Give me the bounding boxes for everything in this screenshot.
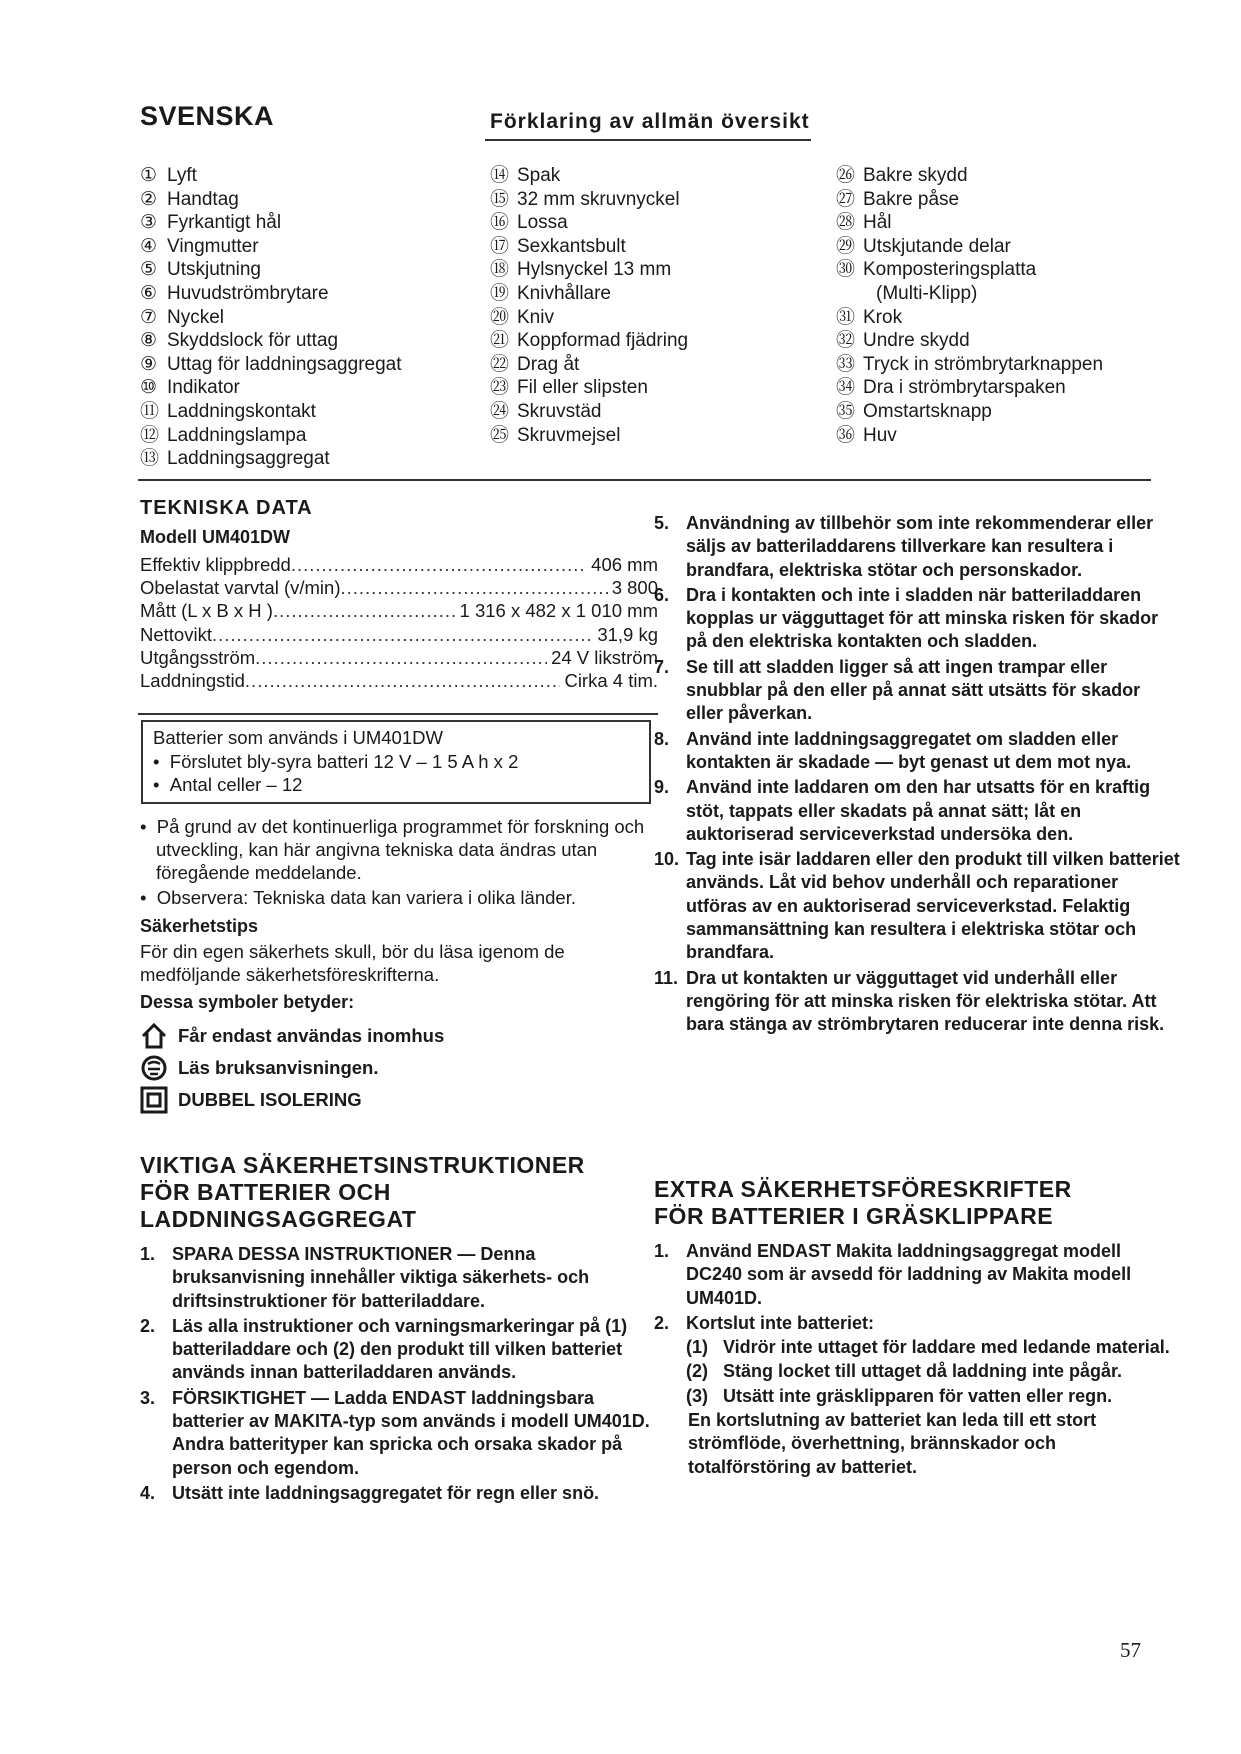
- spec-value: 3 800: [611, 577, 658, 599]
- part-label: Spak: [517, 165, 561, 186]
- safety-tips-heading: Säkerhetstips: [140, 916, 259, 936]
- part-label: Skruvstäd: [517, 400, 602, 422]
- part-item: [140, 258, 402, 282]
- spec-table: [140, 553, 658, 692]
- part-number: ⑮: [490, 188, 510, 210]
- spec-value: 1 316 x 482 x 1 010 mm: [459, 600, 658, 622]
- part-number: ㉖: [836, 165, 856, 186]
- safety-item: [654, 656, 1180, 726]
- part-item: [836, 376, 1103, 400]
- part-item: [490, 258, 688, 282]
- important-list-left: [140, 1243, 662, 1505]
- extra-heading: EXTRA SÄKERHETSFÖRESKRIFTER FÖR BATTERIER I GRÄSKLIPPARE: [654, 1176, 1072, 1229]
- part-item: [490, 306, 688, 330]
- extra-subitem: [686, 1360, 1180, 1383]
- tech-data-heading: TEKNISKA DATA: [140, 497, 313, 519]
- part-number: ㉑: [490, 330, 510, 352]
- part-item: [836, 164, 1103, 188]
- symbols-list: [140, 1020, 444, 1116]
- parts-column-1: [140, 164, 402, 471]
- part-item: [140, 306, 402, 330]
- safety-item: [654, 512, 1180, 582]
- part-item: [490, 424, 688, 448]
- safety-item: [140, 1387, 662, 1480]
- part-label: Utskjutande delar: [863, 235, 1011, 257]
- subitem-text: Stäng locket till uttaget då laddning inte pågår.: [723, 1361, 1123, 1382]
- part-item: [836, 235, 1103, 259]
- part-label: Dra i strömbrytarspaken: [863, 377, 1066, 399]
- spec-row: [140, 599, 658, 622]
- section-divider: [138, 479, 1151, 481]
- part-item: [140, 447, 402, 471]
- part-number: ⑤: [140, 259, 158, 281]
- item-number: 4.: [140, 1482, 156, 1503]
- spec-leader: [245, 669, 561, 692]
- spec-label: Nettovikt: [140, 623, 212, 645]
- part-number: ㉒: [490, 353, 510, 375]
- part-item: [836, 282, 1103, 306]
- note-2: • Observera: Tekniska data kan variera i olika länder.: [140, 887, 576, 908]
- spec-value: 24 V likström: [551, 646, 658, 668]
- spec-label: Laddningstid: [140, 670, 245, 692]
- page-number: 57: [1120, 1638, 1141, 1662]
- part-label: Kniv: [517, 306, 554, 328]
- spec-row: [140, 623, 658, 646]
- symbol-row-manual: Läs bruksanvisningen.: [140, 1052, 444, 1084]
- symbol-row-insulation: DUBBEL ISOLERING: [140, 1084, 444, 1116]
- part-item: [490, 400, 688, 424]
- part-label: Hylsnyckel 13 mm: [517, 259, 672, 281]
- item-text: Använd inte laddaren om den har utsatts för en kraftig stöt, tappats eller skadats på annat sätt; låt en auktoriserad serviceverkstad undersöka den.: [686, 777, 1151, 844]
- part-item: [490, 188, 688, 212]
- part-label: Komposteringsplatta: [863, 259, 1037, 281]
- important-list-right: [654, 512, 1180, 1037]
- read-manual-icon: [140, 1054, 168, 1082]
- part-number: ㊱: [836, 424, 856, 446]
- part-item: [490, 329, 688, 353]
- part-label: Omstartsknapp: [863, 400, 992, 422]
- extra-list: [654, 1240, 1180, 1479]
- part-label: Drag åt: [517, 353, 580, 375]
- part-number: ㉛: [836, 306, 856, 328]
- part-number: ㉗: [836, 188, 856, 210]
- battery-item-1: • Förslutet bly-syra batteri 12 V – 1 5 A h x 2: [153, 750, 519, 772]
- part-number: ④: [140, 235, 158, 257]
- extra-closing: En kortslutning av batteriet kan leda till ett stort strömflöde, överhettning, brännskador och totalförstöring av batteriet.: [688, 1410, 1097, 1477]
- safety-item: [140, 1243, 662, 1313]
- part-number: ㉝: [836, 353, 856, 375]
- part-label: Hål: [863, 212, 892, 234]
- part-item: [140, 329, 402, 353]
- part-label: Knivhållare: [517, 282, 611, 304]
- part-number: ㉟: [836, 400, 856, 422]
- part-number: ㉘: [836, 212, 856, 234]
- part-label: Skruvmejsel: [517, 424, 621, 446]
- part-label: (Multi-Klipp): [876, 282, 978, 304]
- item-text: Läs alla instruktioner och varningsmarkeringar på (1) batteriladdare och (2) den produkt till vilken batteriet används innan batteriladdaren används.: [172, 1315, 628, 1383]
- part-label: Laddningslampa: [167, 424, 307, 446]
- item-text: FÖRSIKTIGHET — Ladda ENDAST laddningsbara batterier av MAKITA-typ som används i modell UM401D. Andra batterityper kan spricka och orsaka skador på person och egendom.: [172, 1387, 650, 1478]
- subitem-text: Utsätt inte gräsklipparen för vatten eller regn.: [723, 1385, 1113, 1406]
- part-label: Utskjutning: [167, 259, 261, 281]
- part-label: Huvudströmbrytare: [167, 282, 329, 304]
- part-item: [836, 353, 1103, 377]
- spec-label: Utgångsström: [140, 646, 256, 668]
- part-label: Laddningskontakt: [167, 400, 316, 422]
- item-text: Se till att sladden ligger så att ingen trampar eller snubblar på den eller på annat sätt utsätts för skador eller påverkan.: [686, 656, 1141, 724]
- part-label: Fyrkantigt hål: [167, 212, 282, 234]
- part-number: ⑲: [490, 282, 510, 304]
- spec-value: Cirka 4 tim.: [564, 670, 658, 692]
- part-item: [836, 400, 1103, 424]
- item-text: Dra i kontakten och inte i sladden när batteriladdaren kopplas ur vägguttaget för att minska risken för skador på den elektriska kontakten och sladden.: [686, 584, 1159, 652]
- subitem-text: Vidrör inte uttaget för laddare med ledande material.: [723, 1337, 1170, 1358]
- part-label: Bakre skydd: [863, 165, 968, 186]
- item-text: Använd inte laddningsaggregatet om sladden eller kontakten är skadade — byt genast ut dem mot nya.: [686, 728, 1132, 772]
- spec-label: Obelastat varvtal (v/min): [140, 577, 341, 599]
- part-label: 32 mm skruvnyckel: [517, 188, 680, 210]
- part-number: ⑫: [140, 424, 160, 446]
- part-label: Handtag: [167, 188, 239, 210]
- part-item: [490, 164, 688, 188]
- item-number: 5.: [654, 513, 670, 533]
- spec-label: Mått (L x B x H ): [140, 600, 273, 622]
- safety-item: [140, 1482, 662, 1505]
- part-label: Tryck in strömbrytarknappen: [863, 353, 1104, 375]
- spec-row: [140, 576, 658, 599]
- important-heading: VIKTIGA SÄKERHETSINSTRUKTIONER FÖR BATTERIER OCH LADDNINGSAGGREGAT: [140, 1152, 585, 1232]
- part-label: Undre skydd: [863, 330, 970, 352]
- spec-row: [140, 553, 658, 576]
- part-label: Laddningsaggregat: [167, 448, 330, 470]
- spec-leader: [212, 623, 593, 646]
- part-number: ⑭: [490, 165, 510, 186]
- part-label: Bakre påse: [863, 188, 960, 210]
- part-number: ⑨: [140, 353, 158, 375]
- item-text: Dra ut kontakten ur vägguttaget vid underhåll eller rengöring för att minska risken för elektriska stötar. Att bara stänga av strömbrytaren reducerar inte denna risk.: [686, 967, 1165, 1035]
- part-item: [140, 353, 402, 377]
- part-label: Krok: [863, 306, 903, 328]
- part-number: ⑰: [490, 235, 510, 257]
- part-label: Sexkantsbult: [517, 235, 626, 257]
- parts-column-2: [490, 164, 688, 447]
- safety-item: [654, 848, 1180, 964]
- part-item: [836, 258, 1103, 282]
- item-number: 3.: [140, 1387, 156, 1408]
- item-number: 10.: [654, 849, 680, 870]
- item-text: Användning av tillbehör som inte rekommenderar eller säljs av batteriladdarens tillverkare kan resultera i brandfara, elektriska stötar och personskador.: [686, 513, 1154, 580]
- house-icon: [140, 1022, 168, 1050]
- double-insulation-icon: [140, 1086, 168, 1114]
- part-item: [836, 424, 1103, 448]
- part-item: [836, 188, 1103, 212]
- spec-leader: [340, 576, 607, 599]
- part-label: Uttag för laddningsaggregat: [167, 353, 402, 375]
- item-number: 7.: [654, 656, 670, 677]
- battery-box-title: Batterier som används i UM401DW: [153, 727, 443, 748]
- part-item: [140, 211, 402, 235]
- part-number: ⑳: [490, 306, 510, 328]
- battery-info-box: [141, 720, 651, 804]
- extra-item-2: 2. Kortslut inte batteriet:: [654, 1312, 875, 1333]
- safety-tips-text: För din egen säkerhets skull, bör du läsa igenom de medföljande säkerhetsföreskrifterna.: [140, 941, 565, 985]
- part-item: [836, 329, 1103, 353]
- spec-value: 406 mm: [591, 554, 658, 575]
- spec-leader: [255, 646, 547, 669]
- part-item: [490, 235, 688, 259]
- part-number: ㉚: [836, 259, 856, 281]
- safety-item: [654, 967, 1180, 1037]
- part-label: Nyckel: [167, 306, 225, 328]
- part-label: Lyft: [167, 165, 197, 186]
- part-item: [140, 282, 402, 306]
- spec-notes: [140, 815, 680, 986]
- spec-leader: [273, 599, 456, 622]
- item-number: 1.: [140, 1244, 156, 1264]
- subitem-number: (1): [686, 1337, 708, 1358]
- part-item: [140, 400, 402, 424]
- extra-item-1: 1. Använd ENDAST Makita laddningsaggregat modell DC240 som är avsedd för laddning av Makita modell UM401D.: [654, 1241, 1132, 1308]
- part-item: [490, 282, 688, 306]
- spec-leader: [291, 553, 587, 576]
- spec-row: [140, 646, 658, 669]
- part-number: ③: [140, 212, 158, 234]
- part-label: Skyddslock för uttag: [167, 330, 339, 352]
- overview-title: Förklaring av allmän översikt: [490, 110, 810, 133]
- symbol-row-indoor: Får endast användas inomhus: [140, 1020, 444, 1052]
- safety-item: [140, 1315, 662, 1385]
- note-1: • På grund av det kontinuerliga programmet för forskning och utveckling, kan här angivna tekniska data ändras utan föregående meddelande.: [140, 816, 645, 883]
- part-number: ⑯: [490, 212, 510, 234]
- item-text: SPARA DESSA INSTRUKTIONER — Denna bruksanvisning innehåller viktiga säkerhets- och driftsinstruktioner för batteriladdare.: [172, 1244, 590, 1311]
- battery-item-2: • Antal celler – 12: [153, 774, 303, 795]
- item-number: 11.: [654, 967, 679, 988]
- part-number: ⑱: [490, 259, 510, 281]
- part-number: ⑪: [140, 400, 160, 422]
- part-item: [490, 376, 688, 400]
- part-number: ⑦: [140, 306, 158, 328]
- part-number: ⑬: [140, 448, 160, 470]
- item-number: 9.: [654, 777, 670, 798]
- part-number: ㉜: [836, 330, 856, 352]
- part-label: Koppformad fjädring: [517, 330, 689, 352]
- item-number: 8.: [654, 728, 670, 749]
- part-label: Fil eller slipsten: [517, 377, 648, 399]
- part-number: ⑧: [140, 330, 158, 352]
- spec-label: Effektiv klippbredd: [140, 554, 291, 575]
- extra-subitem: [686, 1385, 1180, 1408]
- part-item: [140, 164, 402, 188]
- part-number: ②: [140, 188, 158, 210]
- item-number: 2.: [140, 1315, 156, 1336]
- part-item: [140, 188, 402, 212]
- spec-value: 31,9 kg: [597, 623, 658, 645]
- part-item: [836, 306, 1103, 330]
- language-heading: SVENSKA: [140, 101, 275, 131]
- part-number: ㉞: [836, 377, 856, 399]
- item-number: 6.: [654, 584, 670, 605]
- spec-divider: [138, 713, 658, 715]
- part-number: ①: [140, 165, 158, 186]
- part-number: ㉕: [490, 424, 510, 446]
- part-label: Vingmutter: [167, 235, 259, 257]
- part-number: ㉙: [836, 235, 856, 257]
- part-label: Huv: [863, 424, 897, 446]
- overview-underline: [485, 139, 811, 141]
- part-number: ㉓: [490, 377, 510, 399]
- item-text: Utsätt inte laddningsaggregatet för regn eller snö.: [172, 1482, 600, 1503]
- extra-subitem: [686, 1336, 1180, 1359]
- safety-item: [654, 584, 1180, 654]
- part-item: [490, 353, 688, 377]
- part-label: Lossa: [517, 212, 568, 234]
- symbols-heading: Dessa symboler betyder:: [140, 992, 355, 1012]
- parts-column-3: [836, 164, 1103, 447]
- part-number: ⑩: [140, 377, 158, 399]
- spec-row: [140, 669, 658, 692]
- subitem-number: (2): [686, 1361, 708, 1382]
- part-label: Indikator: [167, 377, 240, 399]
- part-item: [140, 376, 402, 400]
- safety-item: [654, 776, 1180, 846]
- safety-item: [654, 728, 1180, 775]
- part-number: ⑥: [140, 282, 158, 304]
- part-item: [140, 424, 402, 448]
- item-text: Tag inte isär laddaren eller den produkt till vilken batteriet används. Låt vid behov underhåll och reparationer utföras av en auktoriserad serviceverkstad. Felaktig sammansättning kan resultera i elektriska stötar och brandfara.: [686, 849, 1180, 963]
- subitem-number: (3): [686, 1385, 708, 1406]
- part-item: [140, 235, 402, 259]
- part-item: [836, 211, 1103, 235]
- model-label: Modell UM401DW: [140, 527, 291, 547]
- part-number: ㉔: [490, 400, 510, 422]
- part-item: [490, 211, 688, 235]
